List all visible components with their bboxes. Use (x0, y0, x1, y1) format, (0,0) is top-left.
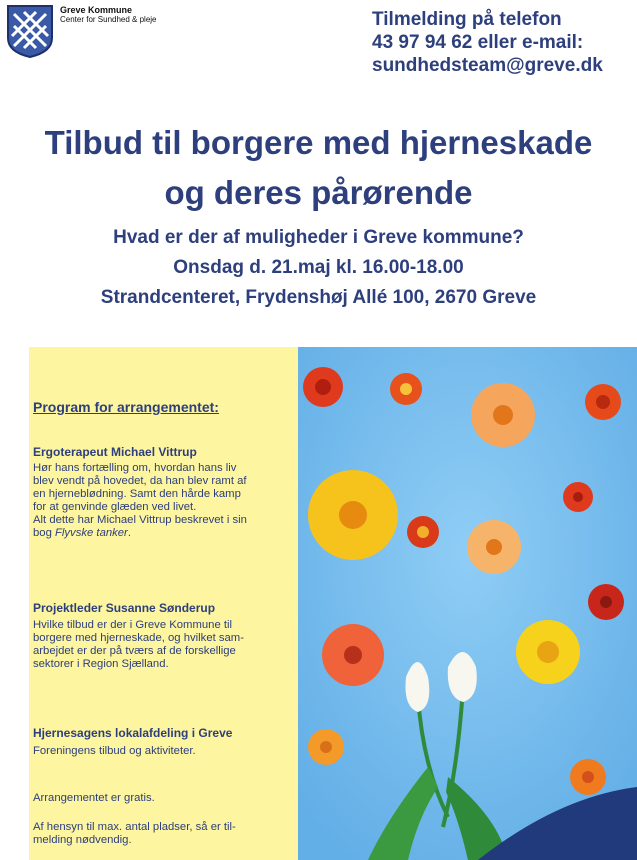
registration-note (33, 821, 295, 847)
speaker-1-line: for at genvinde glæden ved livet. (33, 501, 197, 513)
book-title: Flyvske tanker (55, 527, 128, 539)
flower-red-1 (303, 367, 343, 407)
greve-kommune-logo (6, 4, 54, 58)
section-3-title: Hjernesagens lokalafdeling i Greve (33, 726, 233, 740)
speaker-1-text (33, 462, 295, 540)
speaker-1-line: blev vendt på hovedet, da han blev ramt af (33, 475, 247, 487)
contact-email[interactable]: sundhedsteam@greve.dk (372, 55, 603, 76)
flowers-photo (298, 347, 637, 860)
contact-info (372, 8, 603, 77)
speaker-2-title: Projektleder Susanne Sønderup (33, 601, 216, 615)
contact-line-1: Tilmelding på telefon (372, 9, 562, 30)
title-line-2: og deres pårørende (164, 174, 473, 211)
speaker-1-line: en hjerneblødning. Samt den hårde kamp (33, 488, 241, 500)
registration-line: melding nødvendig. (33, 834, 132, 846)
event-location: Strandcenteret, Frydenshøj Allé 100, 2670 Greve (100, 287, 537, 308)
contact-line-2: 43 97 94 62 eller e-mail: (372, 32, 584, 53)
speaker-1-line (33, 527, 295, 540)
flowers-illustration (298, 347, 637, 860)
book-prefix: bog (33, 527, 55, 539)
speaker-2-line: borgere med hjerneskade, og hvilket sam- (33, 632, 244, 644)
program-heading: Program for arrangementet: (33, 399, 219, 415)
section-3-text: Foreningens tilbud og aktiviteter. (33, 745, 196, 757)
speaker-1-title: Ergoterapeut Michael Vittrup (33, 445, 197, 459)
speaker-2-text (33, 619, 295, 671)
speaker-1-line: Alt dette har Michael Vittrup beskrevet i sin (33, 514, 247, 526)
registration-line: Af hensyn til max. antal pladser, så er til- (33, 821, 236, 833)
page-title (0, 118, 637, 218)
book-suffix: . (127, 527, 131, 539)
speaker-2-line: sektorer i Region Sjælland. (33, 658, 169, 670)
speaker-2-line: Hvilke tilbud er der i Greve Kommune til (33, 619, 233, 631)
speaker-2-line: arbejdet er der på tværs af de forskellige (33, 645, 236, 657)
event-date: Onsdag d. 21.maj kl. 16.00-18.00 (173, 257, 464, 278)
free-admission-note: Arrangementet er gratis. (33, 792, 155, 804)
org-subtitle: Center for Sundhed & pleje (60, 15, 157, 24)
org-name: Greve Kommune (60, 5, 133, 15)
title-line-1: Tilbud til borgere med hjerneskade (44, 124, 593, 161)
subtitle-question: Hvad er der af muligheder i Greve kommune? (113, 227, 524, 248)
speaker-1-line: Hør hans fortælling om, hvordan hans liv (33, 462, 237, 474)
org-name-block (60, 5, 157, 25)
